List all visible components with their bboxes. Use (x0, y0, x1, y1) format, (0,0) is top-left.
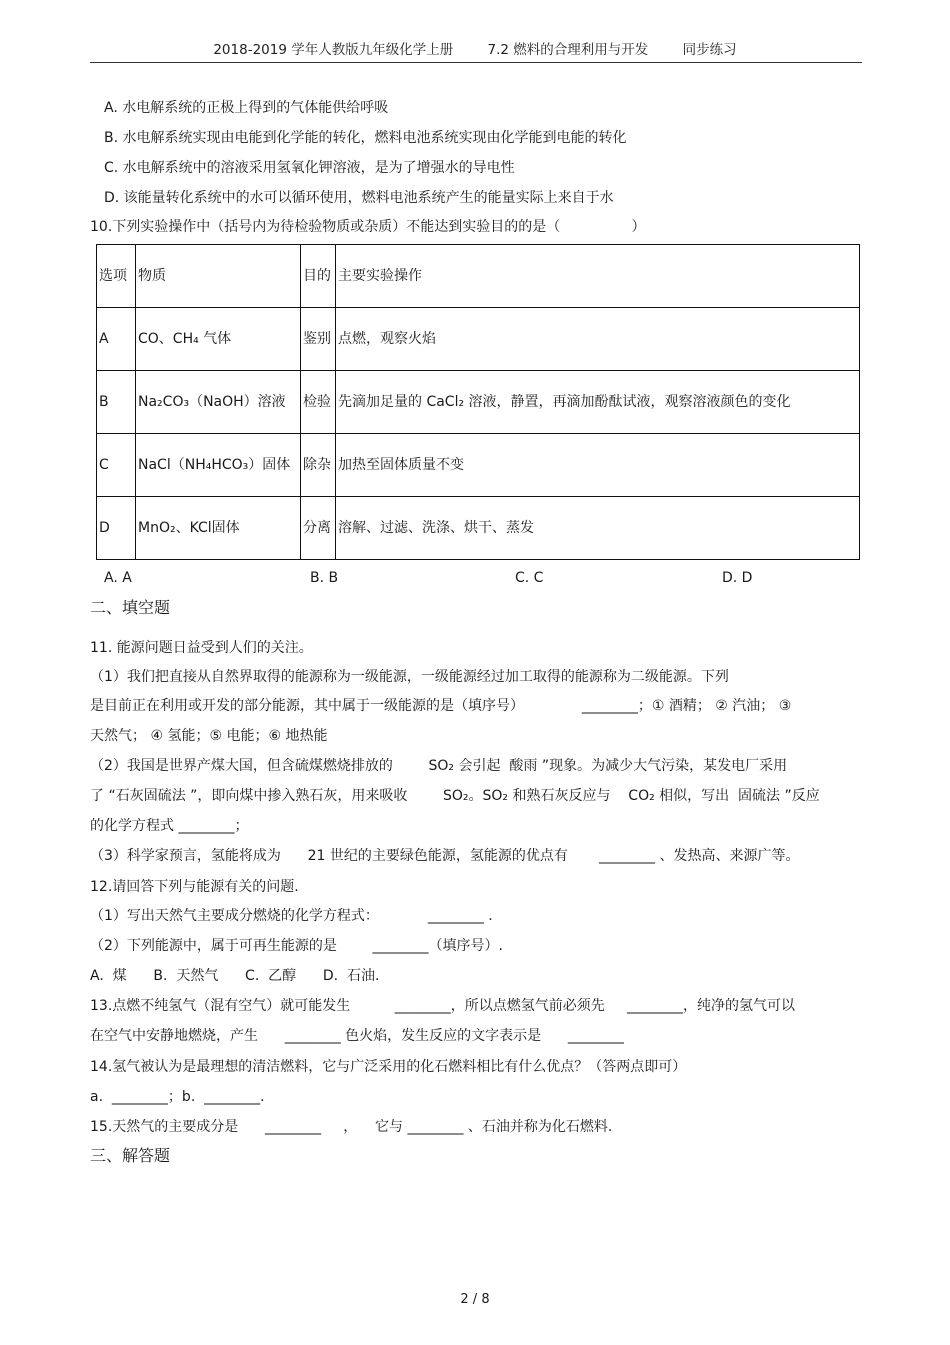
q9-option-b: B. 水电解系统实现由电能到化学能的转化，燃料电池系统实现由化学能到电能的转化 (104, 130, 627, 146)
q11-p1b: 是目前正在利用或开发的部分能源，其中属于一级能源的是（填序号） ________；① 酒精； ② 汽油； ③ (90, 698, 792, 714)
table-row (97, 434, 860, 497)
q10-answer-b: B. B (310, 570, 339, 586)
row-operation: 加热至固体质量不变 (336, 434, 860, 497)
q14-line2: a. ________；b. ________. (90, 1089, 265, 1105)
row-substance: Na₂CO₃（NaOH）溶液 (136, 371, 301, 434)
row-option: D (97, 497, 136, 560)
header-option: 选项 (97, 245, 136, 308)
row-purpose: 鉴别 (301, 308, 336, 371)
page-header: 2018-2019 学年人教版九年级化学上册 7.2 燃料的合理利用与开发 同步练习 (213, 42, 737, 58)
q11-p2b: 了 “石灰固硫法 ”，即向煤中掺入熟石灰，用来吸收 SO₂。SO₂ 和熟石灰反应与 CO₂ 相似，写出 固硫法 ”反应 (90, 788, 820, 804)
header-purpose: 目的 (301, 245, 336, 308)
q14-line1: 14.氢气被认为是最理想的清洁燃料，它与广泛采用的化石燃料相比有什么优点？（答两点即可） (90, 1059, 687, 1075)
header-operation: 主要实验操作 (336, 245, 860, 308)
page-number: 2 / 8 (460, 1292, 490, 1307)
row-operation: 点燃，观察火焰 (336, 308, 860, 371)
q12-choices: A. 煤 B. 天然气 C. 乙醇 D. 石油. (90, 968, 380, 984)
table-row (97, 497, 860, 560)
q11-p3: （3）科学家预言，氢能将成为 21 世纪的主要绿色能源，氢能源的优点有 ________ 、发热高、来源广等。 (90, 848, 800, 864)
q9-option-c: C. 水电解系统中的溶液采用氢氧化钾溶液，是为了增强水的导电性 (104, 160, 515, 176)
row-purpose: 检验 (301, 371, 336, 434)
table-row (97, 371, 860, 434)
row-operation: 先滴加足量的 CaCl₂ 溶液，静置，再滴加酚酞试液，观察溶液颜色的变化 (336, 371, 860, 434)
table-row (97, 308, 860, 371)
q13-line2: 在空气中安静地燃烧，产生 ________ 色火焰，发生反应的文字表示是 ________ (90, 1028, 624, 1044)
row-option: B (97, 371, 136, 434)
section-answer: 三、解答题 (90, 1146, 171, 1165)
row-substance: CO、CH₄ 气体 (136, 308, 301, 371)
q10-answer-d: D. D (722, 570, 753, 586)
section-fill-blank: 二、填空题 (90, 598, 171, 617)
q10-stem: 10.下列实验操作中（括号内为待检验物质或杂质）不能达到实验目的的是（ ） (90, 219, 646, 235)
q13-line1: 13.点燃不纯氢气（混有空气）就可能发生 ________，所以点燃氢气前必须先 ________，纯净的氢气可以 (90, 998, 796, 1014)
q10-table (96, 244, 860, 560)
q11-p1c: 天然气； ④ 氢能；⑤ 电能；⑥ 地热能 (90, 728, 328, 744)
header-substance: 物质 (136, 245, 301, 308)
q12-p2: （2）下列能源中，属于可再生能源的是 ________（填序号）. (90, 938, 503, 954)
q9-option-a: A. 水电解系统的正极上得到的气体能供给呼吸 (104, 100, 389, 116)
q11-p2a: （2）我国是世界产煤大国，但含硫煤燃烧排放的 SO₂ 会引起 酸雨 ”现象。为减少大气污染，某发电厂采用 (90, 758, 788, 774)
q10-answer-a: A. A (104, 570, 132, 586)
q12-stem: 12.请回答下列与能源有关的问题. (90, 879, 299, 895)
q11-stem: 11. 能源问题日益受到人们的关注。 (90, 640, 313, 656)
q11-p2c: 的化学方程式 ________； (90, 818, 249, 834)
row-option: A (97, 308, 136, 371)
row-operation: 溶解、过滤、洗涤、烘干、蒸发 (336, 497, 860, 560)
row-purpose: 除杂 (301, 434, 336, 497)
q11-p1a: （1）我们把直接从自然界取得的能源称为一级能源，一级能源经过加工取得的能源称为二级能源。下列 (90, 669, 729, 685)
row-substance: MnO₂、KCl固体 (136, 497, 301, 560)
row-purpose: 分离 (301, 497, 336, 560)
table-header-row (97, 245, 860, 308)
q10-answer-c: C. C (515, 570, 544, 586)
row-substance: NaCl（NH₄HCO₃）固体 (136, 434, 301, 497)
q15-line: 15.天然气的主要成分是 ________ ， 它与 ________ 、石油并称为化石燃料. (90, 1119, 613, 1135)
q12-p1: （1）写出天然气主要成分燃烧的化学方程式： ________ . (90, 908, 493, 924)
header-rule (90, 62, 862, 63)
q9-option-d: D. 该能量转化系统中的水可以循环使用，燃料电池系统产生的能量实际上来自于水 (104, 190, 614, 206)
row-option: C (97, 434, 136, 497)
